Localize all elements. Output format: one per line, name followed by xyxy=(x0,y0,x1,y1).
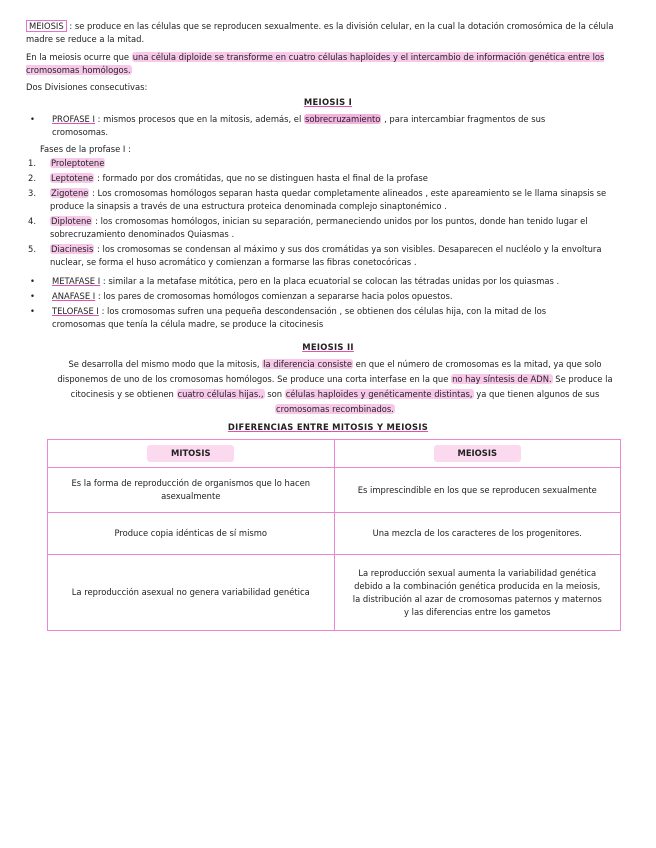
metafase-item xyxy=(30,275,600,288)
bullet-icon: • xyxy=(30,114,35,124)
table-cell: Es la forma de reproducción de organismos que lo hacen asexualmente xyxy=(48,468,335,513)
intro-diploide xyxy=(26,51,630,77)
meiosis-2-text-a: Se desarrolla del mismo modo que la mitosis, xyxy=(68,359,260,369)
profase-label: PROFASE I xyxy=(52,114,95,124)
intro-definition-text: : se produce en las células que se reproducen sexualmente. es la división celular, en la cual la dotación cromosómica de la célula madre se reduce a la mitad. xyxy=(26,21,614,44)
intro-diploide-highlight: una célula diploide se transforme en cuatro células haploides y el intercambio de información genética entre los cromosomas homólogos. xyxy=(26,52,605,75)
meiosis-2-highlight: cuatro células hijas., xyxy=(177,389,264,399)
meiosis-term: MEIOSIS xyxy=(26,20,67,32)
meiosis-2-highlight: células haploides y genéticamente distintas, xyxy=(285,389,473,399)
table-row xyxy=(48,555,621,631)
anafase-item xyxy=(30,290,600,303)
two-divisions: Dos Divisiones consecutivas: xyxy=(26,82,148,92)
table-header-cell xyxy=(334,440,621,468)
meiosis-1-title-text: MEIOSIS I xyxy=(303,97,353,107)
phase-text: : similar a la metafase mitótica, pero en la placa ecuatorial se colocan las tétradas unidas por los quiasmas . xyxy=(102,276,560,286)
meiosis-2-title xyxy=(0,341,656,354)
telofase-item xyxy=(30,305,600,331)
phase-text: : los cromosomas sufren una pequeña descondensación , se obtienen dos células hija, con la mitad de los cromosomas que tenía la célula madre, se produce la citocinesis xyxy=(52,306,547,329)
other-phases xyxy=(30,275,600,331)
table-row xyxy=(48,468,621,513)
meiosis-2-text xyxy=(54,357,616,417)
meiosis-2-text-b: en que el número de cromosomas es la mitad, ya que solo disponemos de uno de los cromosomas homólogos. Se produce una corta interfase en la que xyxy=(57,359,602,384)
profase-text: : mismos procesos que en la mitosis, además, el xyxy=(97,114,302,124)
phase-name: Leptotene xyxy=(51,173,94,183)
table-row xyxy=(48,513,621,555)
intro-diploide-text: En la meiosis ocurre que xyxy=(26,52,130,62)
meiosis-header: MEIOSIS xyxy=(434,445,521,462)
phase-number: 1. xyxy=(28,158,36,168)
phase-item xyxy=(28,215,630,241)
bullet-icon: • xyxy=(30,306,35,316)
phase-name: Proleptotene xyxy=(51,158,105,168)
phase-text: : los cromosomas se condensan al máximo y sus dos cromátidas ya son visibles. Desaparecen el nucléolo y la envoltura nuclear, se forma el huso acromático y comienzan a formarse las fibras conetocóricas . xyxy=(50,244,602,267)
table-title-text: DIFERENCIAS ENTRE MITOSIS Y MEIOSIS xyxy=(227,422,429,432)
phase-item xyxy=(28,187,630,213)
table-cell: La reproducción asexual no genera variabilidad genética xyxy=(48,555,335,631)
differences-table xyxy=(47,439,621,631)
mitosis-header: MITOSIS xyxy=(147,445,234,462)
phase-item xyxy=(28,172,630,185)
meiosis-2-text-e: ya que tienen algunos de sus xyxy=(476,389,600,399)
phase-item xyxy=(28,243,630,269)
phase-number: 3. xyxy=(28,188,36,198)
phase-label: METAFASE I xyxy=(52,276,101,286)
meiosis-2-highlight: no hay síntesis de ADN. xyxy=(452,374,552,384)
meiosis-2-text-c: Se produce la citocinesis y se obtienen xyxy=(70,374,613,399)
phase-item xyxy=(28,157,630,170)
phase-name: Zigotene xyxy=(51,188,89,198)
phase-number: 2. xyxy=(28,173,36,183)
bullet-icon: • xyxy=(30,276,35,286)
table-cell: Una mezcla de los caracteres de los progenitores. xyxy=(334,513,621,555)
meiosis-2-highlight: la diferencia consiste xyxy=(263,359,352,369)
table-cell: Produce copia idénticas de sí mismo xyxy=(48,513,335,555)
phase-number: 5. xyxy=(28,244,36,254)
fases-intro: Fases de la profase I : xyxy=(40,144,131,154)
intro-definition xyxy=(26,20,630,46)
phase-text: : formado por dos cromátidas, que no se distinguen hasta el final de la profase xyxy=(96,173,428,183)
phase-list xyxy=(28,157,630,269)
phase-name: Diacinesis xyxy=(51,244,94,254)
table-cell: La reproducción sexual aumenta la variabilidad genética debido a la combinación genética producida en la meiosis, la distribución al azar de cromosomas paternos y maternos y las diferencias entre los gametos xyxy=(334,555,621,631)
phase-text: : los cromosomas homólogos, inician su separación, permaneciendo unidos por los puntos, donde han tenido lugar el sobrecruzamiento denominados Quiasmas . xyxy=(50,216,588,239)
bullet-icon: • xyxy=(30,291,35,301)
table-header-row xyxy=(48,440,621,468)
phase-text: : los pares de cromosomas homólogos comienzan a separarse hacia polos opuestos. xyxy=(97,291,453,301)
table-cell: Es imprescindible en los que se reproducen sexualmente xyxy=(334,468,621,513)
table-header-cell xyxy=(48,440,335,468)
profase-text-end: , para intercambiar fragmentos de sus cromosomas. xyxy=(52,114,546,137)
phase-label: ANAFASE I xyxy=(52,291,96,301)
phase-label: TELOFASE I xyxy=(52,306,99,316)
phase-text: : Los cromosomas homólogos separan hasta quedar completamente alineados , este apareamiento se le llama sinapsis se produce la sinapsis a través de una estructura proteica denominada complejo sinaptonémico . xyxy=(50,188,607,211)
table-title xyxy=(0,421,656,434)
meiosis-2-text-d: son xyxy=(267,389,283,399)
sobrecruzamiento-highlight: sobrecruzamiento xyxy=(304,114,381,124)
meiosis-1-title xyxy=(0,96,656,109)
phase-name: Diplotene xyxy=(51,216,92,226)
meiosis-2-title-text: MEIOSIS II xyxy=(302,342,354,352)
profase-bullet xyxy=(30,113,600,139)
meiosis-2-highlight: cromosomas recombinados. xyxy=(276,404,394,414)
phase-number: 4. xyxy=(28,216,36,226)
